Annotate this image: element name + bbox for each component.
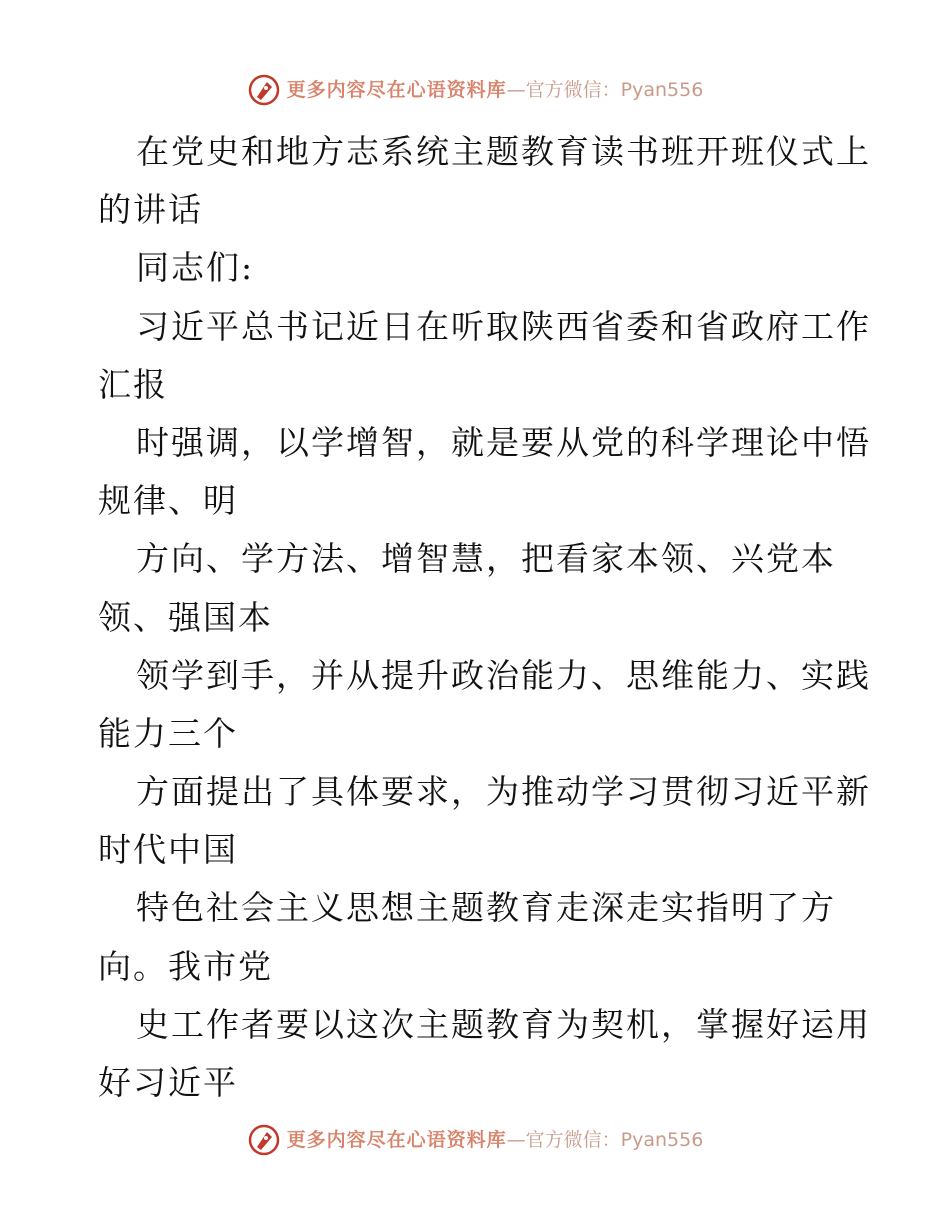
document-body <box>98 123 871 1112</box>
doc-line: 方面提出了具体要求，为推动学习贯彻习近平新 <box>136 772 871 812</box>
watermark-dash: — <box>506 1128 526 1151</box>
doc-line: 时代中国 <box>98 830 238 870</box>
doc-line: 特色社会主义思想主题教育走深走实指明了方 <box>136 888 836 928</box>
watermark-main-text: 更多内容尽在心语资料库 <box>286 1128 507 1151</box>
watermark-dash: — <box>506 78 526 101</box>
pen-nib-logo-icon <box>247 1123 281 1157</box>
doc-line: 习近平总书记近日在听取陕西省委和省政府工作 <box>136 306 871 346</box>
doc-line: 汇报 <box>98 364 168 404</box>
footer-watermark <box>0 1120 950 1160</box>
doc-line: 史工作者要以这次主题教育为契机，掌握好运用 <box>136 1004 871 1044</box>
doc-line: 领、强国本 <box>98 597 273 637</box>
doc-line: 在党史和地方志系统主题教育读书班开班仪式上 <box>136 132 871 171</box>
doc-line: 好习近平 <box>98 1063 238 1102</box>
doc-line: 能力三个 <box>98 713 238 753</box>
header-watermark <box>0 70 950 110</box>
pen-nib-logo-icon <box>247 73 281 107</box>
watermark-wechat-text: 官方微信：Pyan556 <box>525 1128 704 1151</box>
doc-line: 的讲话 <box>98 190 203 230</box>
doc-line: 规律、明 <box>98 481 238 521</box>
doc-line: 同志们: <box>136 248 255 288</box>
doc-line: 向。我市党 <box>98 946 273 986</box>
doc-line: 领学到手，并从提升政治能力、思维能力、实践 <box>136 655 871 695</box>
watermark-wechat-text: 官方微信：Pyan556 <box>525 78 704 101</box>
watermark-main-text: 更多内容尽在心语资料库 <box>286 78 507 101</box>
doc-line: 方向、学方法、增智慧，把看家本领、兴党本 <box>136 539 836 579</box>
doc-line: 时强调，以学增智，就是要从党的科学理论中悟 <box>136 422 871 462</box>
